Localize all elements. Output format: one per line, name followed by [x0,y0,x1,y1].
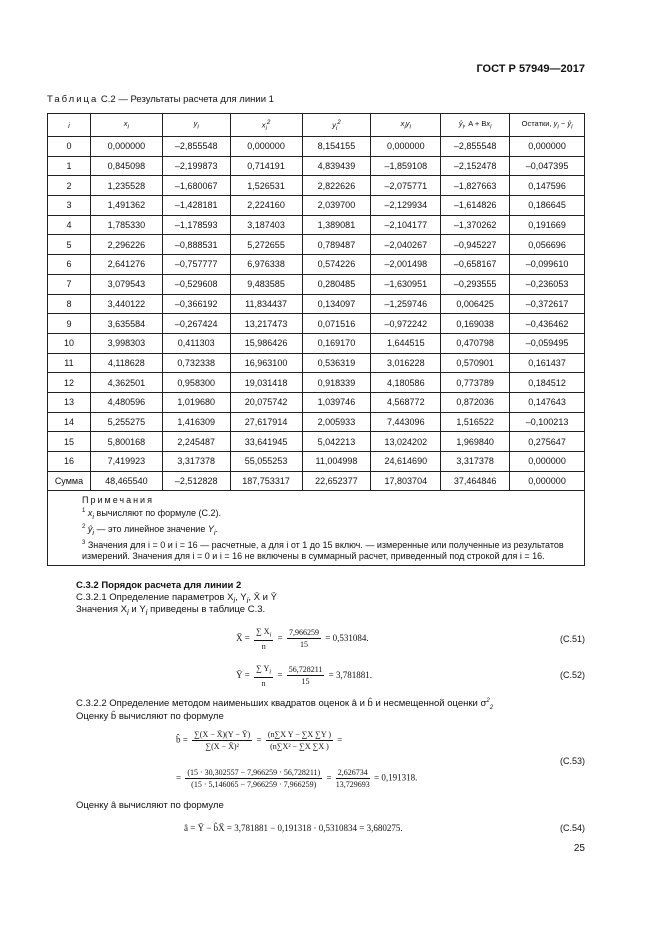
table-cell: 3,016228 [371,353,441,373]
table-cell: 4 [48,215,91,235]
table-caption-word: Таблица [47,94,99,105]
section-paragraph-1: С.3.2.1 Определение параметров $X_i$, $Y_i$, X̄ и Ȳ [76,592,277,605]
table-cell: –0,100213 [510,412,585,432]
table-cell: 1,644515 [371,333,441,353]
table-caption-text: С.2 — Результаты расчета для линии 1 [100,94,274,105]
note-2: $^2$ $ŷ_i$ — это линейное значение $Y_i$. [82,523,219,537]
col-header: $x_i^2$ [230,114,302,137]
table-cell: 10 [48,333,91,353]
table-cell: 0,280485 [302,274,371,294]
table-cell: 9 [48,314,91,334]
table-cell: 0,536319 [302,353,371,373]
table-cell: 4,362501 [90,373,162,393]
table-cell: –2,001498 [371,255,441,275]
table-cell: –2,104177 [371,215,441,235]
table-cell: –0,757777 [162,255,230,275]
table-cell: 0,732338 [162,353,230,373]
table-cell: –2,855548 [441,137,510,157]
table-cell: 1,235528 [90,176,162,196]
table-cell: 0,918339 [302,373,371,393]
table-row [48,432,585,452]
table-row [48,452,585,472]
table-cell: 1,516522 [441,412,510,432]
equation-c54: â = Ȳ − b̂X̄ = 3,781881 − 0,191318 · 0,5310834 = 3,680275. [184,823,403,833]
table-cell: 0,000000 [510,471,585,491]
table-cell: 11 [48,353,91,373]
table-row [48,235,585,255]
table-cell: 5,800168 [90,432,162,452]
table-cell: 33,641945 [230,432,302,452]
table-cell: 6,976338 [230,255,302,275]
table-cell: 8,154155 [302,137,371,157]
table-row [48,176,585,196]
table-cell: –0,972242 [371,314,441,334]
table-cell: 0,186645 [510,196,585,216]
table-cell: 0,574226 [302,255,371,275]
table-cell: 7,443096 [371,412,441,432]
table-cell: 7 [48,274,91,294]
table-cell: 0,789487 [302,235,371,255]
table-row [48,196,585,216]
section-paragraph-3: С.3.2.2 Определение методом наименьших квадратов оценок â и b̂ и несмещенной оценки $\sigma^2_2$ [76,698,494,712]
table-cell: –0,888531 [162,235,230,255]
table-cell: –0,529608 [162,274,230,294]
table-cell: 0,570901 [441,353,510,373]
table-cell: –1,614826 [441,196,510,216]
table-cell: 14 [48,412,91,432]
col-header: $x_i$ [90,114,162,137]
table-cell: 3,317378 [162,452,230,472]
table-cell: 187,753317 [230,471,302,491]
table-caption [47,94,274,105]
table-row [48,255,585,275]
table-cell: –2,199873 [162,156,230,176]
table-cell: 0,773789 [441,373,510,393]
table-cell: 1,039746 [302,392,371,412]
equation-c51-number: (С.51) [559,634,585,644]
table-cell: 0,169170 [302,333,371,353]
table-cell: 5,272655 [230,235,302,255]
table-cell: –0,945227 [441,235,510,255]
table-row [48,412,585,432]
table-cell: 2,641276 [90,255,162,275]
table-cell: 1 [48,156,91,176]
table-cell: 13,217473 [230,314,302,334]
table-cell: –0,372617 [510,294,585,314]
table-cell: –1,680067 [162,176,230,196]
section-paragraph-4: Оценку b̂ вычисляют по формуле [76,711,224,722]
table-row [48,353,585,373]
table-cell: 15 [48,432,91,452]
table-cell: 2 [48,176,91,196]
section-paragraph-2: Значения $X_i$ и $Y_i$ приведены в таблице С.3. [76,604,266,617]
equation-c51: X̄ = $\frac{\sum X_i}{n}$ = $\frac{7,966259}{15}$ = 0,531084. [236,627,369,651]
table-notes [47,488,585,566]
table-row [48,333,585,353]
results-table [47,113,585,491]
table-cell: 0,275647 [510,432,585,452]
table-cell: 2,245487 [162,432,230,452]
table-cell: 1,491362 [90,196,162,216]
table-cell: –2,075771 [371,176,441,196]
table-row [48,156,585,176]
table-cell: 48,465540 [90,471,162,491]
table-cell: 4,180586 [371,373,441,393]
equation-c53-line-2: = $\frac{(15 \cdot 30,302557 - 7,966259 \cdot 56,728211)}{(15 \cdot 5,146065 - 7,966259 \cdot 7,966259)}$ = $\frac{2,626734}{13,729693}$ = 0,191318. [176,768,418,789]
table-cell: 13,024202 [371,432,441,452]
table-cell: –2,855548 [162,137,230,157]
table-cell: 1,389081 [302,215,371,235]
table-cell: –1,428181 [162,196,230,216]
table-cell: 5 [48,235,91,255]
table-cell: 0,056696 [510,235,585,255]
table-cell: –0,047395 [510,156,585,176]
table-row [48,274,585,294]
table-cell: 3,079543 [90,274,162,294]
table-cell: 13 [48,392,91,412]
table-cell: 0,872036 [441,392,510,412]
table-cell: 17,803704 [371,471,441,491]
table-cell: 0,071516 [302,314,371,334]
document-header: ГОСТ Р 57949—2017 [476,63,585,75]
equation-c52-number: (С.52) [559,670,585,680]
table-cell: 19,031418 [230,373,302,393]
table-cell: 1,785330 [90,215,162,235]
note-3: $^3$ Значения для i = 0 и i = 16 — расчетные, а для i от 1 до 15 включ. — измеренные или полученные из результатов измерений. Значения для i = 0 и i = 16 не включены в суммарный расчет, приведенный под строкой для i = 16. [82,539,564,561]
table-cell: 0,000000 [371,137,441,157]
table-row [48,392,585,412]
table-cell: 4,839439 [302,156,371,176]
table-cell: –0,236053 [510,274,585,294]
table-cell: 9,483585 [230,274,302,294]
table-cell: 1,416309 [162,412,230,432]
table-cell: 11,834437 [230,294,302,314]
table-cell: –2,152478 [441,156,510,176]
table-cell: 0,000000 [510,452,585,472]
table-row [48,373,585,393]
table-cell: –2,040267 [371,235,441,255]
col-header: Остатки, $y_i$ − $ŷ_i$ [510,114,585,137]
table-cell: 0,000000 [230,137,302,157]
table-cell: 0,161437 [510,353,585,373]
table-cell: 0,147596 [510,176,585,196]
equation-c53-number: (С.53) [559,756,585,766]
table-cell: 6 [48,255,91,275]
table-cell: –2,512828 [162,471,230,491]
table-cell: 5,042213 [302,432,371,452]
table-cell: 3,187403 [230,215,302,235]
table-cell: 55,055253 [230,452,302,472]
table-cell: –0,293555 [441,274,510,294]
table-cell: –1,827663 [441,176,510,196]
table-cell: 20,075742 [230,392,302,412]
table-cell: 0 [48,137,91,157]
table-row [48,314,585,334]
table-row [48,294,585,314]
table-cell: 0,191669 [510,215,585,235]
table-header-row [48,114,585,137]
table-cell: 0,147643 [510,392,585,412]
table-cell: 27,617914 [230,412,302,432]
table-cell: 0,000000 [90,137,162,157]
table-cell: –0,099610 [510,255,585,275]
table-cell: 2,296226 [90,235,162,255]
table-cell: 1,969840 [441,432,510,452]
table-cell: 0,470798 [441,333,510,353]
section-paragraph-5: Оценку â вычисляют по формуле [76,800,224,811]
table-cell: 2,822626 [302,176,371,196]
table-cell: 0,169038 [441,314,510,334]
table-cell: 0,134097 [302,294,371,314]
table-cell: 16 [48,452,91,472]
equation-c53: b̂ = $\frac{\sum(X - X̄)(Y - Ȳ)}{\text{∑(X − X̄)²}}$ = $\frac{\text{(n∑X Y − ∑X ∑Y )}}{\text{(n∑X² − ∑X ∑X )}}$ = [176,730,343,751]
section-title: С.3.2 Порядок расчета для линии 2 [76,580,242,591]
equation-c54-number: (С.54) [559,823,585,833]
table-cell: 16,963100 [230,353,302,373]
col-header: $x_iy_i$ [371,114,441,137]
table-cell: 3,317378 [441,452,510,472]
table-cell: 4,480596 [90,392,162,412]
table-cell: 2,039700 [302,196,371,216]
table-cell: 37,464846 [441,471,510,491]
col-header: i [48,114,91,137]
table-cell: –1,630951 [371,274,441,294]
table-cell: –0,658167 [441,255,510,275]
col-header: $y_i$ [162,114,230,137]
col-header: $ŷ_i$, $A + Bx_i$ [441,114,510,137]
equation-c52: Ȳ = $\frac{\sum Y_i}{n}$ = $\frac{56,728211}{15}$ = 3,781881. [236,664,372,688]
table-cell: 4,568772 [371,392,441,412]
table-cell: 0,006425 [441,294,510,314]
table-cell: 0,958300 [162,373,230,393]
table-cell: –1,859108 [371,156,441,176]
notes-title: Примечания [82,495,154,505]
table-cell: 3 [48,196,91,216]
col-header: $y_i^2$ [302,114,371,137]
table-cell: –0,059495 [510,333,585,353]
table-cell: –1,178593 [162,215,230,235]
table-cell: 1,019680 [162,392,230,412]
table-cell: 24,614690 [371,452,441,472]
table-cell: 2,005933 [302,412,371,432]
table-cell: 0,184512 [510,373,585,393]
table-cell: 11,004998 [302,452,371,472]
page-number: 25 [573,843,585,854]
table-cell: 5,255275 [90,412,162,432]
table-cell: 15,986426 [230,333,302,353]
table-cell: –0,267424 [162,314,230,334]
table-cell: 22,652377 [302,471,371,491]
table-cell: 7,419923 [90,452,162,472]
table-cell: 2,224160 [230,196,302,216]
table-cell: 0,000000 [510,137,585,157]
table-row [48,137,585,157]
note-1: $^1$ $x_i$ вычисляют по формуле (С.2). [82,508,221,521]
table-cell: 0,714191 [230,156,302,176]
table-cell: 3,440122 [90,294,162,314]
table-cell: 1,526531 [230,176,302,196]
table-cell: 12 [48,373,91,393]
table-cell: –1,259746 [371,294,441,314]
table-cell: 8 [48,294,91,314]
table-cell: 0,845098 [90,156,162,176]
table-cell: –0,436462 [510,314,585,334]
table-cell: Сумма [48,471,91,491]
table-cell: 4,118628 [90,353,162,373]
table-cell: –2,129934 [371,196,441,216]
table-cell: 0,411303 [162,333,230,353]
table-cell: –0,366192 [162,294,230,314]
table-cell: 3,635584 [90,314,162,334]
table-cell: –1,370262 [441,215,510,235]
table-row [48,215,585,235]
table-cell: 3,998303 [90,333,162,353]
